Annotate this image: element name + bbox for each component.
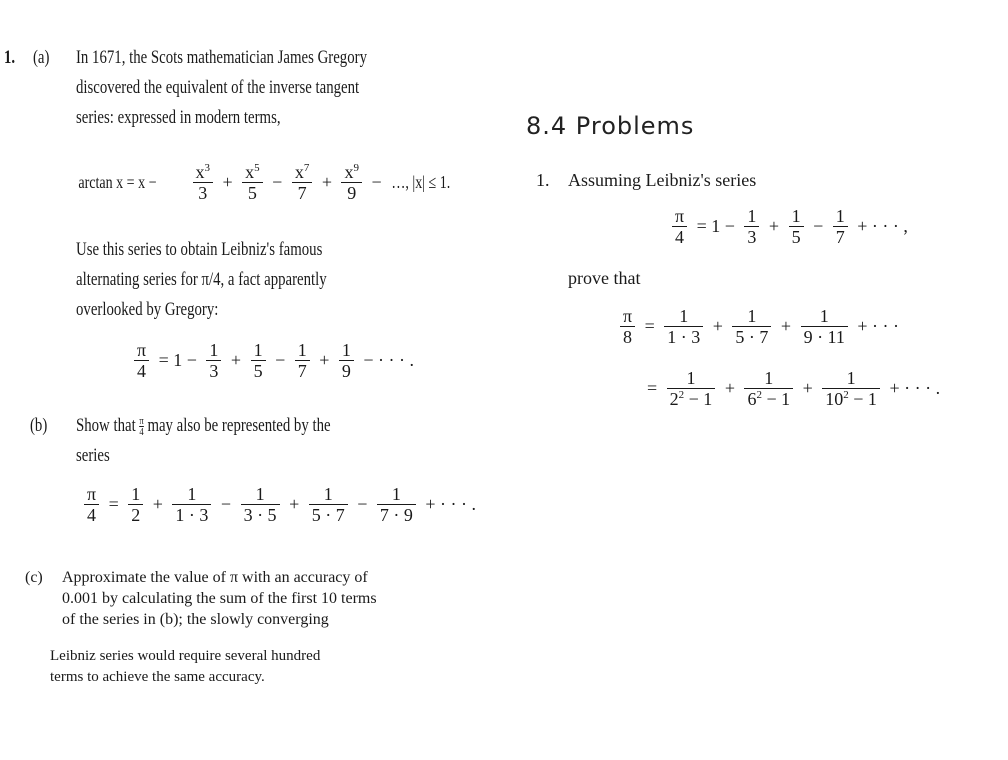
prove-that-text: prove that	[568, 268, 641, 288]
leibniz-series-right: $\frac{\pi}{4}$ = 1 − $\frac{1}{3}$ + $\frac{1}{5}$ − $\frac{1}{7}$ + · · · ,	[670, 206, 911, 247]
part-a-line-1: In 1671, the Scots mathematician James Gregory	[76, 47, 367, 68]
part-c-line-1: Approximate the value of π with an accuracy of	[62, 569, 368, 586]
part-c-line-2: 0.001 by calculating the sum of the first 10 terms	[62, 590, 377, 607]
section-heading: 8.4 Problems	[526, 112, 695, 140]
part-b-line-1: Show that $\frac{\pi}{4}$ may also be represented by the	[76, 415, 331, 439]
problem-number-left: 1.	[4, 47, 16, 68]
arctan-series-equation: arctan x = x − $\frac{x^3}{3}$ + $\frac{x^5}{5}$ − $\frac{x^7}{7}$ + $\frac{x^9}{9}$ − …, |x| ≤ 1.	[78, 162, 451, 203]
part-a-line-3: series: expressed in modern terms,	[76, 107, 281, 128]
pi-over-8-equation-line-2: = $\frac{1}{2^2 - 1}$ + $\frac{1}{6^2 - 1}$ + $\frac{1}{10^2 - 1}$ + · · · .	[647, 368, 941, 409]
part-b-line-2: series	[76, 445, 110, 466]
part-b-label: (b)	[30, 415, 48, 436]
part-c-continuation-1: Leibniz series would require several hundred	[50, 648, 321, 664]
problem-number-right: 1.	[536, 170, 550, 190]
part-c-label: (c)	[25, 569, 43, 586]
part-c-line-3: of the series in (b); the slowly converging	[62, 611, 329, 628]
pi-over-8-equation-line-1: $\frac{\pi}{8}$ = $\frac{1}{1 \cdot 3}$ + $\frac{1}{5 \cdot 7}$ + $\frac{1}{9 \cdot 11}$ + · · ·	[618, 306, 902, 347]
use-line-1: Use this series to obtain Leibniz's famous	[76, 239, 323, 260]
use-line-3: overlooked by Gregory:	[76, 299, 219, 320]
use-line-2: alternating series for π/4, a fact apparently	[76, 269, 327, 290]
part-c-continuation-2: terms to achieve the same accuracy.	[50, 669, 265, 685]
series-b-equation: $\frac{\pi}{4}$ = $\frac{1}{2}$ + $\frac{1}{1 \cdot 3}$ − $\frac{1}{3 \cdot 5}$ + $\frac{1}{5 \cdot 7}$ − $\frac{1}{7 \cdot 9}$ + · · · .	[82, 484, 479, 525]
part-a-label: (a)	[33, 47, 50, 68]
assuming-text: Assuming Leibniz's series	[568, 170, 757, 190]
leibniz-series-left: $\frac{\pi}{4}$ = 1 − $\frac{1}{3}$ + $\frac{1}{5}$ − $\frac{1}{7}$ + $\frac{1}{9}$ − · · · .	[132, 340, 417, 381]
part-a-line-2: discovered the equivalent of the inverse tangent	[76, 77, 360, 98]
